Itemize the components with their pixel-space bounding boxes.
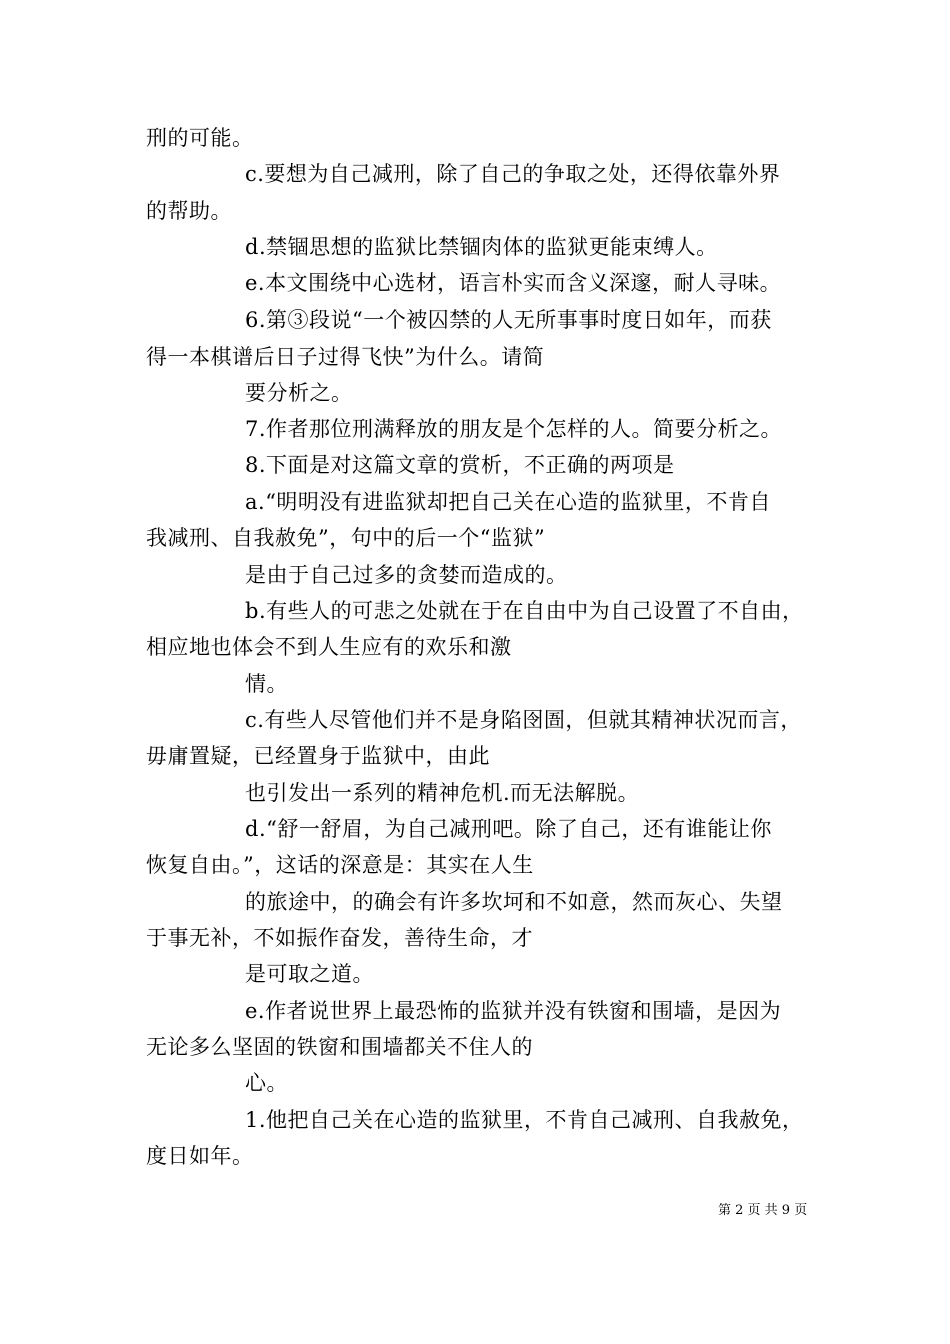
text-line: 的旅途中，的确会有许多坎坷和不如意，然而灰心、失望 [245, 890, 783, 914]
text-line: 无论多么坚固的铁窗和围墙都关不住人的 [146, 1035, 533, 1059]
text-line: 7.作者那位刑满释放的朋友是个怎样的人。简要分析之。 [245, 417, 783, 441]
text-line: a.“明明没有进监狱却把自己关在心造的监狱里，不肯自 [245, 490, 771, 514]
text-line: e.作者说世界上最恐怖的监狱并没有铁窗和围墙，是因为 [245, 999, 782, 1023]
text-line: 恢复自由。”，这话的深意是：其实在人生 [146, 853, 534, 877]
text-line: 是由于自己过多的贪婪而造成的。 [245, 563, 568, 587]
text-line: 刑的可能。 [146, 126, 254, 150]
text-line: 的帮助。 [146, 199, 232, 223]
text-line: 也引发出一系列的精神危机.而无法解脱。 [245, 781, 640, 805]
text-line: d.“舒一舒眉，为自己减刑吧。除了自己，还有谁能让你 [245, 817, 772, 841]
text-line: 于事无补，不如振作奋发，善待生命，才 [146, 926, 533, 950]
text-line: 相应地也体会不到人生应有的欢乐和激 [146, 635, 512, 659]
text-line: e.本文围绕中心选材，语言朴实而含义深邃，耐人寻味。 [245, 271, 782, 295]
text-line: 6.第③段说“一个被囚禁的人无所事事时度日如年，而获 [245, 308, 772, 332]
text-line: d.禁锢思想的监狱比禁锢肉体的监狱更能束缚人。 [245, 235, 718, 259]
text-line: c.要想为自己减刑，除了自己的争取之处，还得依靠外界 [245, 162, 781, 186]
text-line: 得一本棋谱后日子过得飞快”为什么。请简 [146, 345, 545, 369]
page-number-footer: 第 2 页 共 9 页 [718, 1203, 808, 1218]
text-line: 是可取之道。 [245, 962, 374, 986]
text-line: 毋庸置疑，已经置身于监狱中，由此 [146, 744, 490, 768]
text-line: 情。 [245, 672, 288, 696]
text-line: b.有些人的可悲之处就在于在自由中为自己设置了不自由， [245, 599, 804, 623]
text-line: 心。 [245, 1071, 288, 1095]
text-line: 8.下面是对这篇文章的赏析，不正确的两项是 [245, 453, 675, 477]
text-line: 度日如年。 [146, 1144, 254, 1168]
text-line: 1.他把自己关在心造的监狱里，不肯自己减刑、自我赦免， [245, 1108, 804, 1132]
text-line: 要分析之。 [245, 381, 353, 405]
text-line: 我减刑、自我赦免”，句中的后一个“监狱” [146, 526, 546, 550]
text-line: c.有些人尽管他们并不是身陷囹圄，但就其精神状况而言， [245, 708, 802, 732]
